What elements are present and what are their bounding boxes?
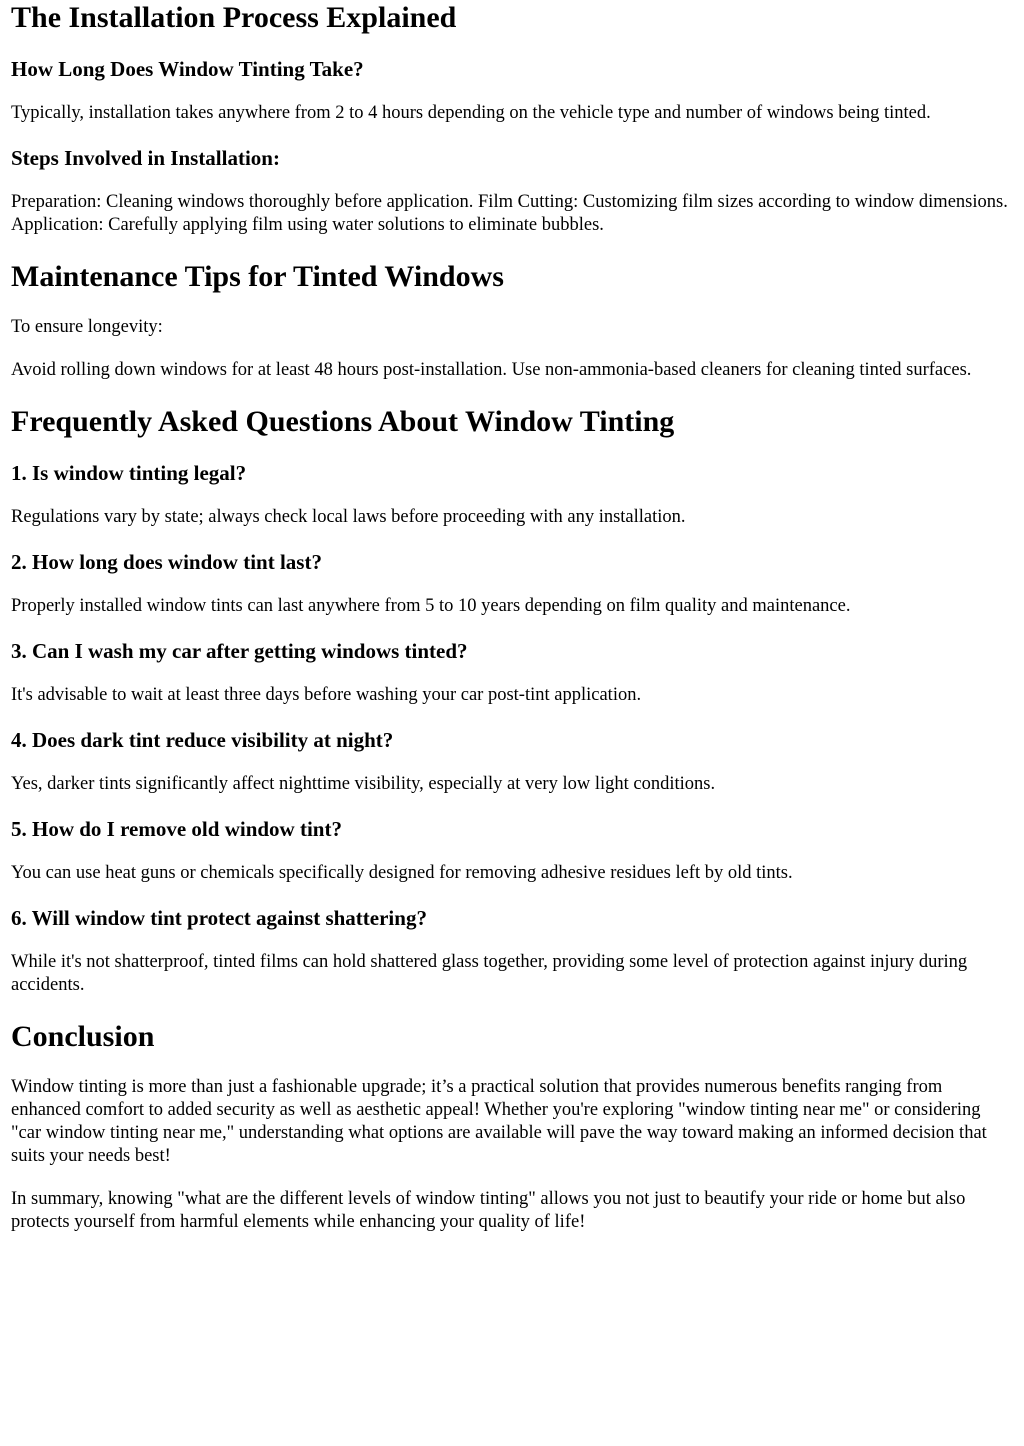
steps-text: Preparation: Cleaning windows thoroughly before application. Film Cutting: Customizing film sizes according to window dimensions. Application: Carefully applying film using water solutions to eliminate bubbles. <box>11 192 1008 235</box>
faq-answer: You can use heat guns or chemicals specifically designed for removing adhesive residues left by old tints. <box>11 863 793 883</box>
faq-heading: Frequently Asked Questions About Window Tinting <box>11 405 675 438</box>
faq-question: 1. Is window tinting legal? <box>11 461 247 485</box>
duration-text: Typically, installation takes anywhere from 2 to 4 hours depending on the vehicle type and number of windows being tinted. <box>11 103 931 123</box>
faq-answer: Properly installed window tints can last anywhere from 5 to 10 years depending on film quality and maintenance. <box>11 596 851 616</box>
faq-question: 6. Will window tint protect against shattering? <box>11 906 427 930</box>
faq-question: 5. How do I remove old window tint? <box>11 817 342 841</box>
faq-answer: Yes, darker tints significantly affect nighttime visibility, especially at very low light conditions. <box>11 774 716 794</box>
conclusion-paragraph-2: In summary, knowing "what are the different levels of window tinting" allows you not just to beautify your ride or home but also protects yourself from harmful elements while enhancing your quality of life! <box>11 1189 966 1232</box>
duration-heading: How Long Does Window Tinting Take? <box>11 57 364 81</box>
maintenance-text: Avoid rolling down windows for at least 48 hours post-installation. Use non-ammonia-based cleaners for cleaning tinted surfaces. <box>11 360 972 380</box>
conclusion-heading: Conclusion <box>11 1020 155 1053</box>
conclusion-paragraph-1: Window tinting is more than just a fashionable upgrade; it’s a practical solution that provides numerous benefits ranging from enhanced comfort to added security as well as aesthetic appeal! Whether you're exploring "window tinting near me" or considering "car window tinting near me," understanding what options are available will pave the way toward making an informed decision that suits your needs best! <box>11 1077 987 1166</box>
faq-question: 2. How long does window tint last? <box>11 550 322 574</box>
faq-answer: Regulations vary by state; always check local laws before proceeding with any installation. <box>11 507 686 527</box>
faq-question: 3. Can I wash my car after getting windows tinted? <box>11 639 468 663</box>
faq-answer: While it's not shatterproof, tinted films can hold shattered glass together, providing some level of protection against injury during accidents. <box>11 952 968 995</box>
installation-heading: The Installation Process Explained <box>11 1 457 34</box>
maintenance-heading: Maintenance Tips for Tinted Windows <box>11 260 504 293</box>
faq-question: 4. Does dark tint reduce visibility at night? <box>11 728 394 752</box>
faq-answer: It's advisable to wait at least three days before washing your car post-tint application. <box>11 685 642 705</box>
maintenance-intro: To ensure longevity: <box>11 317 163 337</box>
steps-heading: Steps Involved in Installation: <box>11 146 280 170</box>
